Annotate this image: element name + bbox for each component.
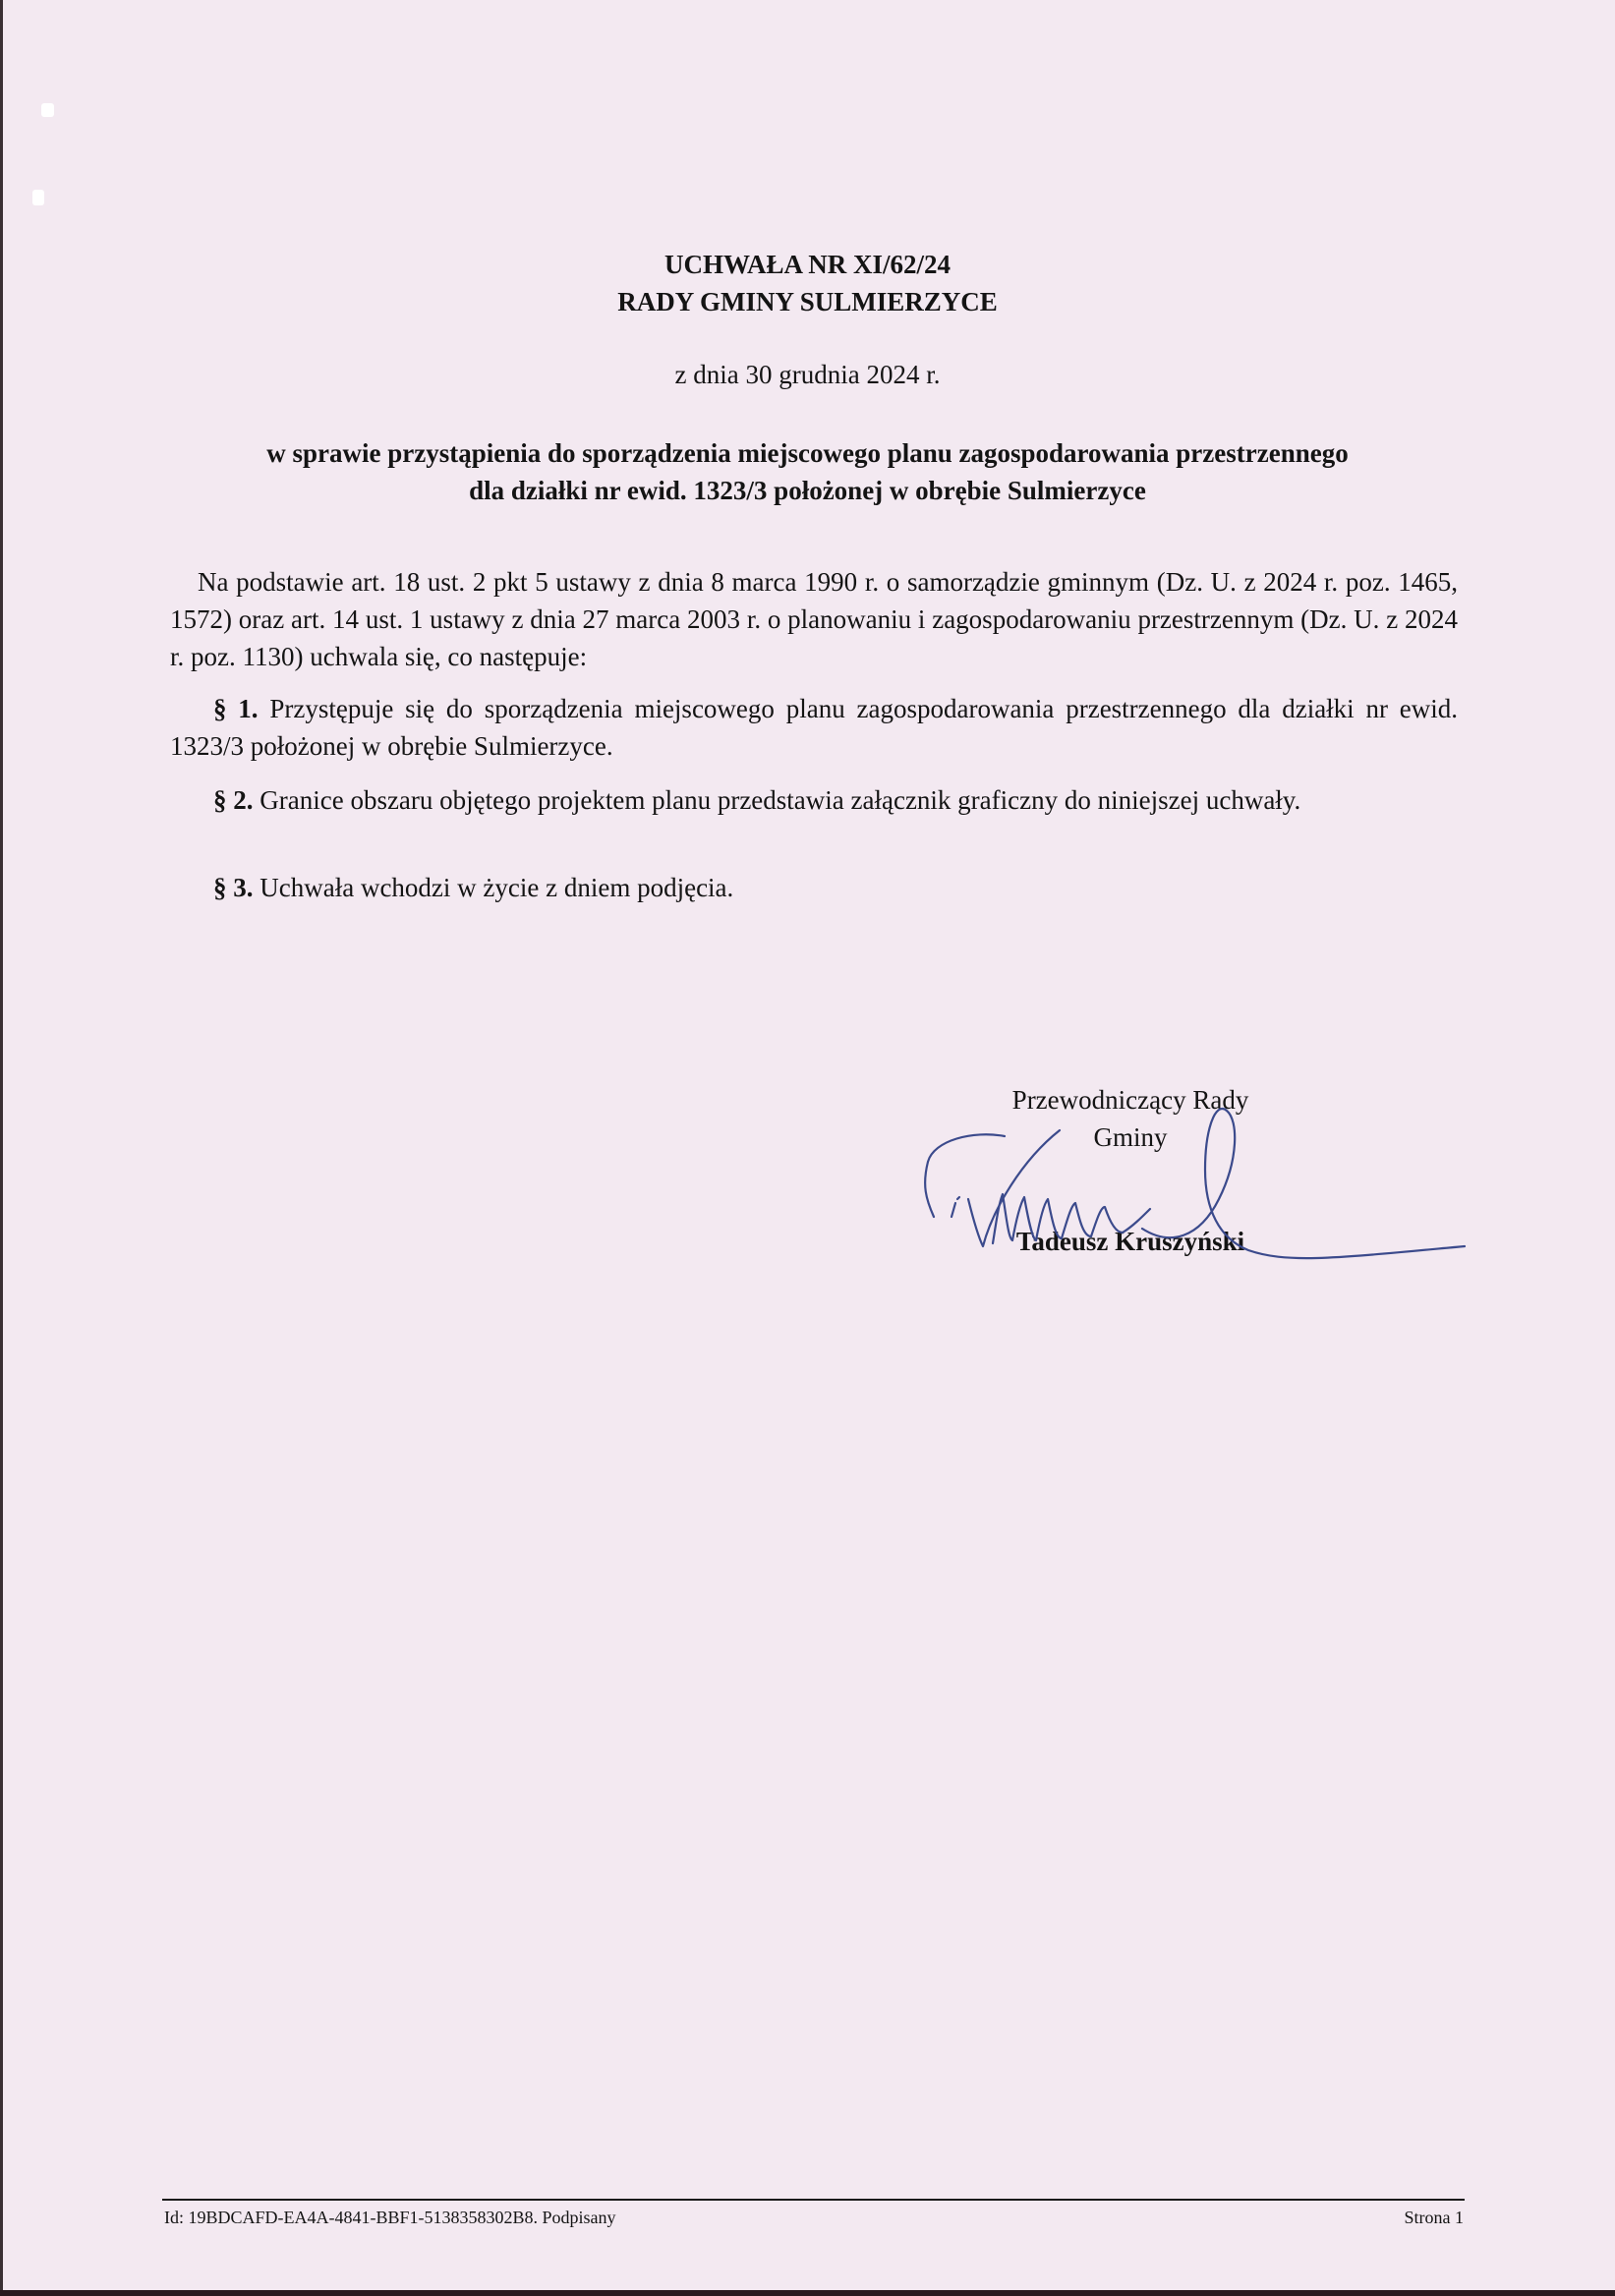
section-mark: § 3. — [213, 873, 254, 902]
resolution-title: UCHWAŁA NR XI/62/24 — [663, 250, 952, 279]
footer-divider — [162, 2199, 1465, 2201]
section-text: Przystępuje się do sporządzenia miejscowego planu zagospodarowania przestrzennego dla działki nr ewid. 1323/3 położonej w obrębie Sulmierzyce. — [170, 694, 1459, 761]
page-number: Strona 1 — [1404, 2208, 1464, 2227]
legal-basis-paragraph: Na podstawie art. 18 ust. 2 pkt 5 ustawy z dnia 8 marca 1990 r. o samorządzie gminnym (Dz. U. z 2024 r. poz. 1465, 1572) oraz art. 14 ust. 1 ustawy z dnia 27 marca 2003 r. o planowaniu i zagospodarowaniu przestrzennym (Dz. U. z 2024 r. poz. 1130) uchwala się, co następuje: — [170, 567, 1458, 671]
section-mark: § 2. — [213, 785, 254, 815]
resolution-date: z dnia 30 grudnia 2024 r. — [674, 360, 941, 389]
signature-stroke — [952, 1197, 959, 1217]
signatory-role-line-2: Gminy — [1093, 1122, 1168, 1152]
council-name: RADY GMINY SULMIERZYCE — [617, 287, 998, 316]
subject-line-2: dla działki nr ewid. 1323/3 położonej w obrębie Sulmierzyce — [469, 476, 1146, 505]
section-mark: § 1. — [213, 694, 259, 723]
scan-edge-bottom — [0, 2290, 1615, 2296]
scan-edge-left — [0, 0, 3, 2296]
punch-hole-mark — [41, 103, 54, 117]
section-2 — [170, 781, 1458, 819]
section-3 — [170, 869, 1458, 906]
signature-stroke — [993, 1194, 1150, 1243]
subject-line-1: w sprawie przystąpienia do sporządzenia miejscowego planu zagospodarowania przestrzennego — [266, 438, 1349, 468]
signatory-role-line-1: Przewodniczący Rady — [1011, 1085, 1249, 1115]
document-id: Id: 19BDCAFD-EA4A-4841-BBF1-5138358302B8. Podpisany — [164, 2208, 616, 2227]
signature-stroke — [925, 1134, 1005, 1217]
signature-stroke — [1142, 1109, 1465, 1258]
section-1 — [170, 690, 1458, 765]
punch-hole-mark — [32, 190, 44, 205]
signatory-name: Tadeusz Kruszyński — [1015, 1227, 1245, 1256]
section-text: Uchwała wchodzi w życie z dniem podjęcia. — [253, 873, 734, 902]
handwritten-signature — [914, 1101, 1474, 1278]
section-text: Granice obszaru objętego projektem planu przedstawia załącznik graficzny do niniejszej uchwały. — [253, 785, 1301, 815]
